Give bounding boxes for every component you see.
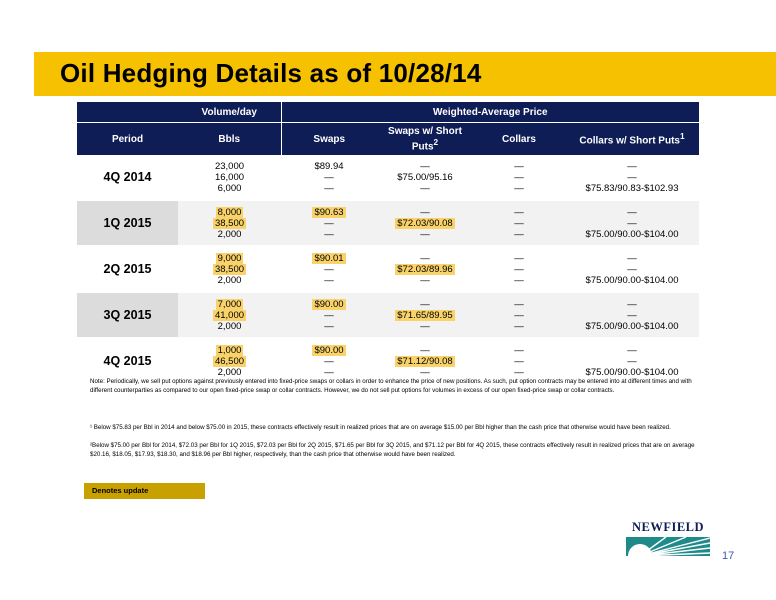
bbls-cell — [178, 246, 281, 292]
collars-cell — [473, 292, 565, 338]
collars-short-cell — [565, 292, 699, 338]
cell-value: — — [514, 252, 524, 264]
cell-value: — — [324, 366, 334, 378]
cell-value: 38,500 — [214, 217, 245, 229]
header-volume-day: Volume/day — [178, 102, 281, 123]
cell-value: — — [514, 344, 524, 356]
cell-value: $72.03/89.96 — [397, 263, 453, 275]
swaps-cell — [281, 200, 377, 246]
page-title: Oil Hedging Details as of 10/28/14 — [60, 58, 482, 88]
swaps-cell — [281, 292, 377, 338]
cell-value: — — [420, 160, 430, 172]
footnote-1-text: ¹ Below $75.83 per Bbl in 2014 and below $75.00 in 2015, these contracts effectively result in realized prices that are on average $15.00 per Bbl higher than the cash price that otherwise would have been realized. — [90, 424, 671, 431]
cell-value: — — [514, 274, 524, 286]
cell-value: — — [420, 206, 430, 218]
logo-wordmark: NEWFIELD — [631, 520, 705, 534]
cell-value: 1,000 — [217, 344, 242, 356]
col-header-collars-short-puts-label: Collars w/ Short Puts — [579, 135, 680, 147]
cell-value: $89.94 — [314, 160, 344, 172]
cell-value: — — [420, 344, 430, 356]
cell-value: $90.00 — [314, 298, 344, 310]
header-blank — [77, 102, 178, 123]
period-cell: 2Q 2015 — [77, 246, 178, 292]
cell-value: $71.12/90.08 — [397, 355, 453, 367]
cell-value: — — [514, 182, 524, 194]
update-legend: Denotes update — [84, 483, 205, 499]
cell-value: $75.83/90.83-$102.93 — [585, 182, 679, 194]
bbls-cell — [178, 155, 281, 200]
footnote-2-text: ²Below $75.00 per Bbl for 2014, $72.03 per Bbl for 1Q 2015, $72.03 per Bbl for 2Q 2015, $71.65 per Bbl for 3Q 2015, and $71.12 per Bbl for 4Q 2015, these contracts effectively result in realized prices that are on average $20.16, $18.05, $17.93, $18.30, and $18.96 per Bbl higher, respectively, than the cash price that otherwise would have been realized. — [90, 442, 695, 458]
oil-hedging-table — [77, 102, 699, 385]
bbls-cell — [178, 200, 281, 246]
swaps-cell — [281, 246, 377, 292]
cell-value: — — [324, 309, 334, 321]
cell-value: — — [514, 355, 524, 367]
period-cell: 4Q 2014 — [77, 155, 178, 200]
cell-value: — — [627, 206, 637, 218]
footnote-ref-2: 2 — [433, 136, 439, 147]
period-cell: 3Q 2015 — [77, 292, 178, 338]
cell-value: 6,000 — [217, 182, 242, 194]
cell-value: — — [627, 263, 637, 275]
cell-value: $75.00/90.00-$104.00 — [585, 320, 679, 332]
table-row — [77, 292, 699, 338]
collars-short-cell — [565, 200, 699, 246]
cell-value: — — [627, 309, 637, 321]
cell-value: 8,000 — [217, 206, 242, 218]
period-cell: 1Q 2015 — [77, 200, 178, 246]
cell-value: 9,000 — [217, 252, 242, 264]
cell-value: $75.00/90.00-$104.00 — [585, 228, 679, 240]
swaps-short-cell — [377, 246, 473, 292]
col-header-period: Period — [77, 123, 178, 156]
cell-value: $90.63 — [314, 206, 344, 218]
cell-value: — — [627, 171, 637, 183]
cell-value: — — [514, 298, 524, 310]
swaps-short-cell — [377, 155, 473, 200]
note-paragraph — [90, 377, 700, 395]
collars-cell — [473, 200, 565, 246]
note-text: Note: Periodically, we sell put options against previously entered into fixed-price swaps or collars in order to enhance the price of new positions. As such, put option contracts may be entered into at different times and with different counterparties as compared to our open fixed-price swap or collar contracts. However, we do not sell put options for volumes in excess of our open fixed-price swap or collar contracts. — [90, 378, 692, 394]
collars-cell — [473, 155, 565, 200]
cell-value: — — [420, 366, 430, 378]
cell-value: 46,500 — [214, 355, 245, 367]
cell-value: — — [627, 160, 637, 172]
cell-value: $75.00/90.00-$104.00 — [585, 366, 679, 378]
cell-value: — — [514, 366, 524, 378]
cell-value: — — [420, 252, 430, 264]
cell-value: — — [627, 298, 637, 310]
cell-value: $90.00 — [314, 344, 344, 356]
swaps-short-cell — [377, 292, 473, 338]
cell-value: — — [420, 228, 430, 240]
col-header-collars-short-puts — [565, 123, 699, 156]
cell-value: — — [420, 274, 430, 286]
cell-value: — — [627, 355, 637, 367]
cell-value: — — [514, 160, 524, 172]
cell-value: 7,000 — [217, 298, 242, 310]
cell-value: 2,000 — [217, 274, 242, 286]
cell-value: — — [420, 320, 430, 332]
col-header-swaps-short-puts — [377, 123, 473, 156]
cell-value: $71.65/89.95 — [397, 309, 453, 321]
collars-short-cell — [565, 246, 699, 292]
col-header-swaps: Swaps — [281, 123, 377, 156]
newfield-logo — [626, 520, 710, 560]
col-header-bbls: Bbls — [178, 123, 281, 156]
cell-value: — — [627, 252, 637, 264]
page-number: 17 — [722, 550, 735, 562]
cell-value: $75.00/95.16 — [397, 171, 453, 183]
table-row — [77, 246, 699, 292]
table-row — [77, 155, 699, 200]
cell-value: 41,000 — [214, 309, 245, 321]
bbls-cell — [178, 292, 281, 338]
cell-value: — — [514, 320, 524, 332]
cell-value: — — [324, 182, 334, 194]
cell-value: — — [627, 217, 637, 229]
cell-value: — — [420, 298, 430, 310]
footnote-ref-1: 1 — [679, 131, 685, 142]
cell-value: — — [514, 171, 524, 183]
cell-value: — — [324, 355, 334, 367]
cell-value: 2,000 — [217, 366, 242, 378]
cell-value: — — [514, 228, 524, 240]
table-row — [77, 200, 699, 246]
cell-value: — — [324, 171, 334, 183]
collars-short-cell — [565, 155, 699, 200]
cell-value: 2,000 — [217, 320, 242, 332]
cell-value: — — [324, 217, 334, 229]
cell-value: — — [627, 344, 637, 356]
cell-value: — — [324, 320, 334, 332]
sunrise-icon — [626, 520, 710, 560]
cell-value: — — [324, 263, 334, 275]
cell-value: — — [324, 228, 334, 240]
period-cell: 4Q 2015 — [77, 338, 178, 384]
cell-value: — — [514, 217, 524, 229]
cell-value: 23,000 — [214, 160, 245, 172]
cell-value: $75.00/90.00-$104.00 — [585, 274, 679, 286]
cell-value: — — [420, 182, 430, 194]
cell-value: — — [514, 206, 524, 218]
col-header-swaps-short-puts-label: Swaps w/ Short Puts — [388, 125, 462, 153]
cell-value: — — [324, 274, 334, 286]
cell-value: — — [514, 263, 524, 275]
cell-value: 16,000 — [214, 171, 245, 183]
cell-value: $72.03/90.08 — [397, 217, 453, 229]
cell-value: — — [514, 309, 524, 321]
cell-value: $90.01 — [314, 252, 344, 264]
swaps-short-cell — [377, 200, 473, 246]
col-header-collars: Collars — [473, 123, 565, 156]
header-weighted-average-price: Weighted-Average Price — [281, 102, 699, 123]
footnote-1 — [90, 423, 700, 432]
footnote-2 — [90, 441, 700, 459]
collars-cell — [473, 246, 565, 292]
cell-value: 38,500 — [214, 263, 245, 275]
cell-value: 2,000 — [217, 228, 242, 240]
swaps-cell — [281, 155, 377, 200]
